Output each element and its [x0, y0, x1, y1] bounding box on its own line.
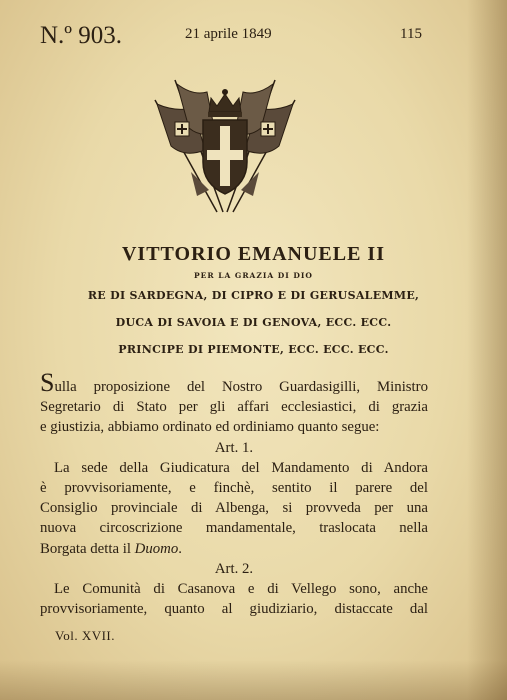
preamble-line: Segretario di Stato per gli affari ecclesiastici, di grazia [40, 399, 428, 416]
article-2-heading: Art. 2. [214, 560, 254, 577]
article-1-text [40, 458, 428, 559]
article-line [40, 539, 428, 559]
article-line: nuova circoscrizione mandamentale, traslocata nella [40, 520, 428, 537]
article-line: provvisoriamente, quanto al giudiziario, distaccate dal [40, 601, 428, 618]
subtitle-grace: PER LA GRAZIA DI DIO [194, 271, 313, 280]
decree-body [40, 368, 428, 619]
decree-date: 21 aprile 1849 [185, 26, 272, 42]
subtitle-principality: PRINCIPE DI PIEMONTE, ECC. ECC. ECC. [118, 343, 389, 356]
page-bottom-shadow [0, 660, 507, 700]
article-line: La sede della Giudicatura del Mandamento di Andora [54, 459, 428, 476]
subtitle-duchies: DUCA DI SAVOIA E DI GENOVA, ECC. ECC. [115, 316, 392, 329]
preamble-line: e giustizia, abbiamo ordinato ed ordiniamo quanto segue: [40, 419, 380, 436]
preamble-line: ulla proposizione del Nostro Guardasigilli, Ministro [54, 379, 428, 395]
article-1-heading: Art. 1. [214, 439, 254, 456]
article-2-text [40, 579, 428, 619]
savoy-coat-of-arms-icon [145, 72, 305, 222]
sovereign-title: VITTORIO EMANUELE II [121, 243, 386, 265]
article-line-text: Borgata detta il [40, 540, 135, 557]
article-line: è provvisoriamente, e finchè, sentito il parere del [40, 480, 428, 497]
dropcap: S [40, 368, 55, 397]
preamble [40, 368, 428, 438]
decree-number: N.º 903. [40, 22, 123, 49]
article-line: Consiglio provinciale di Albenga, si provveda per una [40, 500, 428, 517]
page-header [0, 22, 507, 52]
subtitle-kingdoms: RE DI SARDEGNA, DI CIPRO E DI GERUSALEMME, [87, 289, 420, 302]
page-number: 115 [400, 26, 422, 42]
article-line-end: . [178, 540, 182, 557]
place-name: Duomo [134, 540, 179, 557]
article-line: Le Comunità di Casanova e di Vellego sono, anche [54, 581, 428, 598]
volume-footer: Vol. XVII. [55, 628, 116, 643]
